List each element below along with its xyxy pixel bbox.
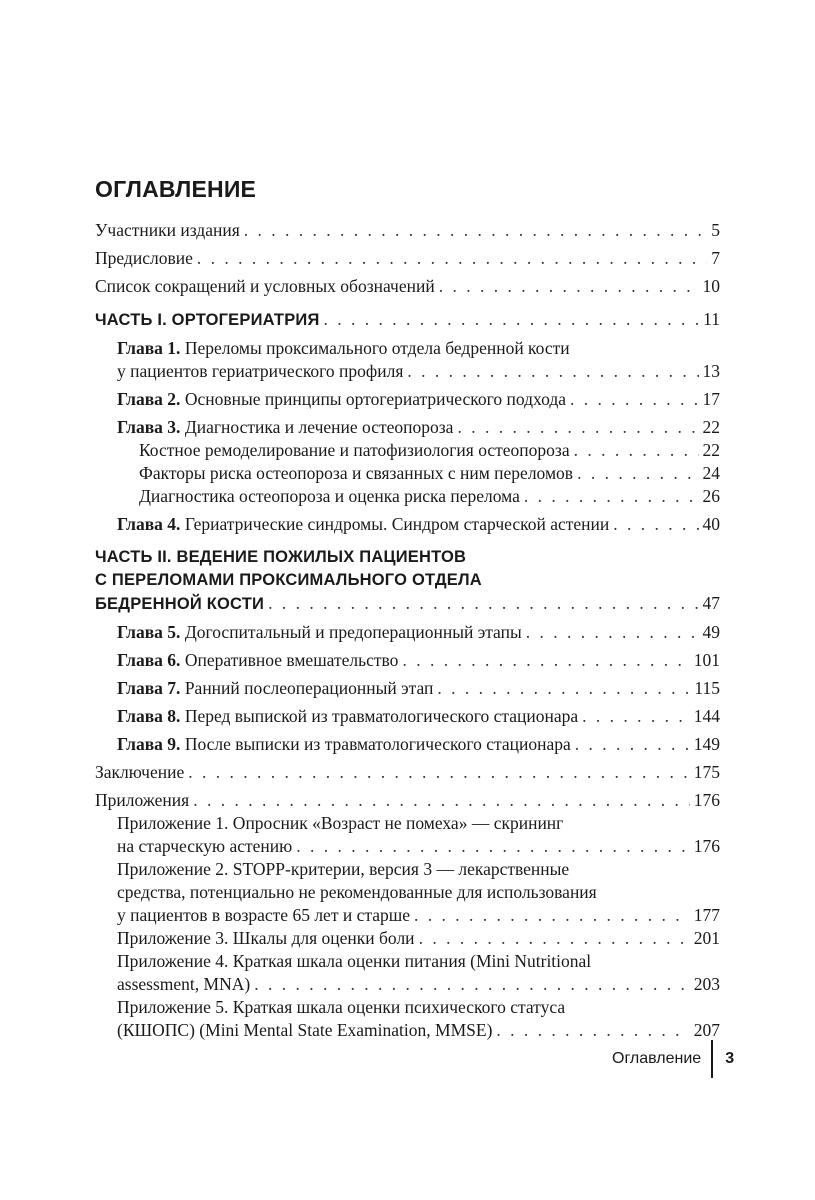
dot-leader [496, 1019, 689, 1042]
toc-entry-part-2[interactable] [95, 546, 720, 616]
chapter-label: Глава 8. [117, 706, 181, 726]
toc-page-number: 26 [702, 486, 720, 506]
toc-entry-text: Приложения [95, 790, 190, 810]
toc-page-number: 5 [711, 220, 720, 240]
toc-entry-chapter-9[interactable] [95, 733, 720, 756]
toc-entry-text: Факторы риска остеопороза и связанных с ним переломов [139, 463, 574, 483]
dot-leader [188, 761, 690, 784]
chapter-label: Глава 5. [117, 622, 181, 642]
toc-entry-text: средства, потенциально не рекомендованные для использования [117, 882, 597, 902]
dot-leader [439, 275, 699, 298]
toc-entry-conclusion[interactable] [95, 761, 720, 784]
chapter-label: Глава 4. [117, 514, 181, 534]
running-footer-title: Оглавление [612, 1050, 702, 1067]
dot-leader [244, 219, 707, 242]
toc-entry-text: Заключение [95, 762, 185, 782]
toc-entry-text: Приложение 1. Опросник «Возраст не помеха» — скрининг [117, 813, 564, 833]
chapter-label: Глава 3. [117, 417, 181, 437]
dot-leader [296, 835, 690, 858]
dot-leader [254, 973, 690, 996]
dot-leader [197, 247, 707, 270]
toc-entry-text: Диагностика остеопороза и оценка риска перелома [139, 486, 520, 506]
toc-part-title: ЧАСТЬ I. ОРТОГЕРИАТРИЯ [95, 311, 320, 329]
toc-entry-text: Гериатрические синдромы. Синдром старческой астении [184, 514, 610, 534]
page-number: 3 [725, 1050, 735, 1067]
toc-entry-text: Ранний послеоперационный этап [184, 678, 434, 698]
toc-entry-text: assessment, MNA) [117, 974, 251, 994]
dot-leader [570, 388, 698, 411]
toc-entry-abbreviations[interactable] [95, 275, 720, 298]
toc-entry-text: (КШОПС) (Mini Mental State Examination, MMSE) [117, 1020, 493, 1040]
toc-page-number: 101 [693, 650, 720, 670]
toc-entry-chapter-4[interactable] [95, 513, 720, 536]
toc-entry-text: у пациентов в возрасте 65 лет и старше [117, 905, 410, 925]
toc-entry-text: После выписки из травматологического стационара [184, 734, 571, 754]
toc-page-number: 149 [693, 734, 720, 754]
dot-leader [613, 513, 698, 536]
toc-page-number: 207 [693, 1020, 720, 1040]
toc-entry-participants[interactable] [95, 219, 720, 242]
table-of-contents [95, 219, 720, 1042]
toc-page-number: 10 [702, 276, 720, 296]
dot-leader [524, 485, 699, 508]
toc-entry-text: Приложение 4. Краткая шкала оценки питания (Mini Nutritional [117, 951, 592, 971]
toc-page-number: 203 [693, 974, 720, 994]
toc-entry-text: Перед выпиской из травматологического стационара [184, 706, 579, 726]
dot-leader [414, 904, 690, 927]
toc-page-number: 115 [694, 678, 720, 698]
chapter-label: Глава 9. [117, 734, 181, 754]
toc-page-number: 40 [702, 514, 720, 534]
toc-entry-chapter-8[interactable] [95, 705, 720, 728]
toc-page-number: 22 [702, 440, 720, 460]
toc-entry-chapter-6[interactable] [95, 649, 720, 672]
toc-entry-text: Приложение 3. Шкалы для оценки боли [117, 928, 415, 948]
toc-page-number: 201 [693, 928, 720, 948]
toc-entry-ch3-section-1[interactable] [95, 439, 720, 462]
chapter-label: Глава 7. [117, 678, 181, 698]
toc-part-title: ЧАСТЬ II. ВЕДЕНИЕ ПОЖИЛЫХ ПАЦИЕНТОВ [95, 548, 467, 566]
toc-page-number: 177 [693, 905, 720, 925]
toc-entry-chapter-1[interactable] [95, 337, 720, 383]
toc-entry-text: Костное ремоделирование и патофизиология остеопороза [139, 440, 570, 460]
chapter-label: Глава 6. [117, 650, 181, 670]
toc-entry-ch3-section-2[interactable] [95, 462, 720, 485]
toc-entry-appendix-4[interactable] [95, 950, 720, 996]
toc-entry-ch3-section-3[interactable] [95, 485, 720, 508]
toc-page-number: 47 [702, 593, 720, 613]
toc-page-number: 7 [711, 248, 720, 268]
toc-entry-appendices[interactable] [95, 789, 720, 812]
toc-entry-chapter-7[interactable] [95, 677, 720, 700]
toc-entry-appendix-3[interactable] [95, 927, 720, 950]
toc-entry-chapter-3[interactable] [95, 416, 720, 439]
page-title: ОГЛАВЛЕНИЕ [95, 176, 257, 202]
toc-entry-appendix-2[interactable] [95, 858, 720, 927]
toc-entry-chapter-2[interactable] [95, 388, 720, 411]
toc-page-number: 176 [693, 836, 720, 856]
dot-leader [419, 927, 690, 950]
toc-entry-text: Оперативное вмешательство [184, 650, 399, 670]
dot-leader [582, 705, 690, 728]
chapter-label: Глава 1. [117, 338, 181, 358]
toc-page-number: 144 [693, 706, 720, 726]
toc-entry-text: Предисловие [95, 248, 193, 268]
dot-leader [577, 462, 698, 485]
page-footer [612, 1040, 734, 1078]
toc-page-number: 11 [703, 309, 720, 329]
toc-page-number: 13 [702, 361, 720, 381]
dot-leader [437, 677, 690, 700]
chapter-label: Глава 2. [117, 389, 181, 409]
dot-leader [402, 649, 689, 672]
toc-entry-text: на старческую астению [117, 836, 293, 856]
toc-entry-appendix-1[interactable] [95, 812, 720, 858]
toc-page-number: 22 [702, 417, 720, 437]
toc-page-number: 49 [702, 622, 720, 642]
toc-entry-text: у пациентов гериатрического профиля [117, 361, 404, 381]
dot-leader [193, 789, 690, 812]
dot-leader [324, 308, 700, 331]
dot-leader [575, 733, 690, 756]
toc-entry-text: Переломы проксимального отдела бедренной кости [184, 338, 570, 358]
toc-entry-text: Приложение 2. STOPP-критерии, версия 3 — лекарственные [117, 859, 570, 879]
toc-entry-chapter-5[interactable] [95, 621, 720, 644]
toc-entry-part-1[interactable] [95, 308, 720, 332]
toc-page-number: 17 [702, 389, 720, 409]
toc-entry-preface[interactable] [95, 247, 720, 270]
toc-entry-text: Диагностика и лечение остеопороза [184, 417, 454, 437]
dot-leader [574, 439, 699, 462]
toc-part-title: С ПЕРЕЛОМАМИ ПРОКСИМАЛЬНОГО ОТДЕЛА [95, 571, 482, 589]
dot-leader [526, 621, 699, 644]
dot-leader [268, 592, 698, 615]
toc-entry-text: Участники издания [95, 220, 240, 240]
toc-part-title: БЕДРЕННОЙ КОСТИ [95, 595, 265, 613]
toc-page-number: 24 [702, 463, 720, 483]
toc-entry-text: Догоспитальный и предоперационный этапы [184, 622, 522, 642]
toc-page-number: 176 [693, 790, 720, 810]
footer-divider [711, 1040, 713, 1078]
toc-entry-appendix-5[interactable] [95, 996, 720, 1042]
toc-entry-text: Приложение 5. Краткая шкала оценки психического статуса [117, 997, 566, 1017]
dot-leader [407, 360, 698, 383]
toc-entry-text: Список сокращений и условных обозначений [95, 276, 435, 296]
toc-entry-text: Основные принципы ортогериатрического подхода [184, 389, 567, 409]
dot-leader [457, 416, 698, 439]
toc-page-number: 175 [693, 762, 720, 782]
